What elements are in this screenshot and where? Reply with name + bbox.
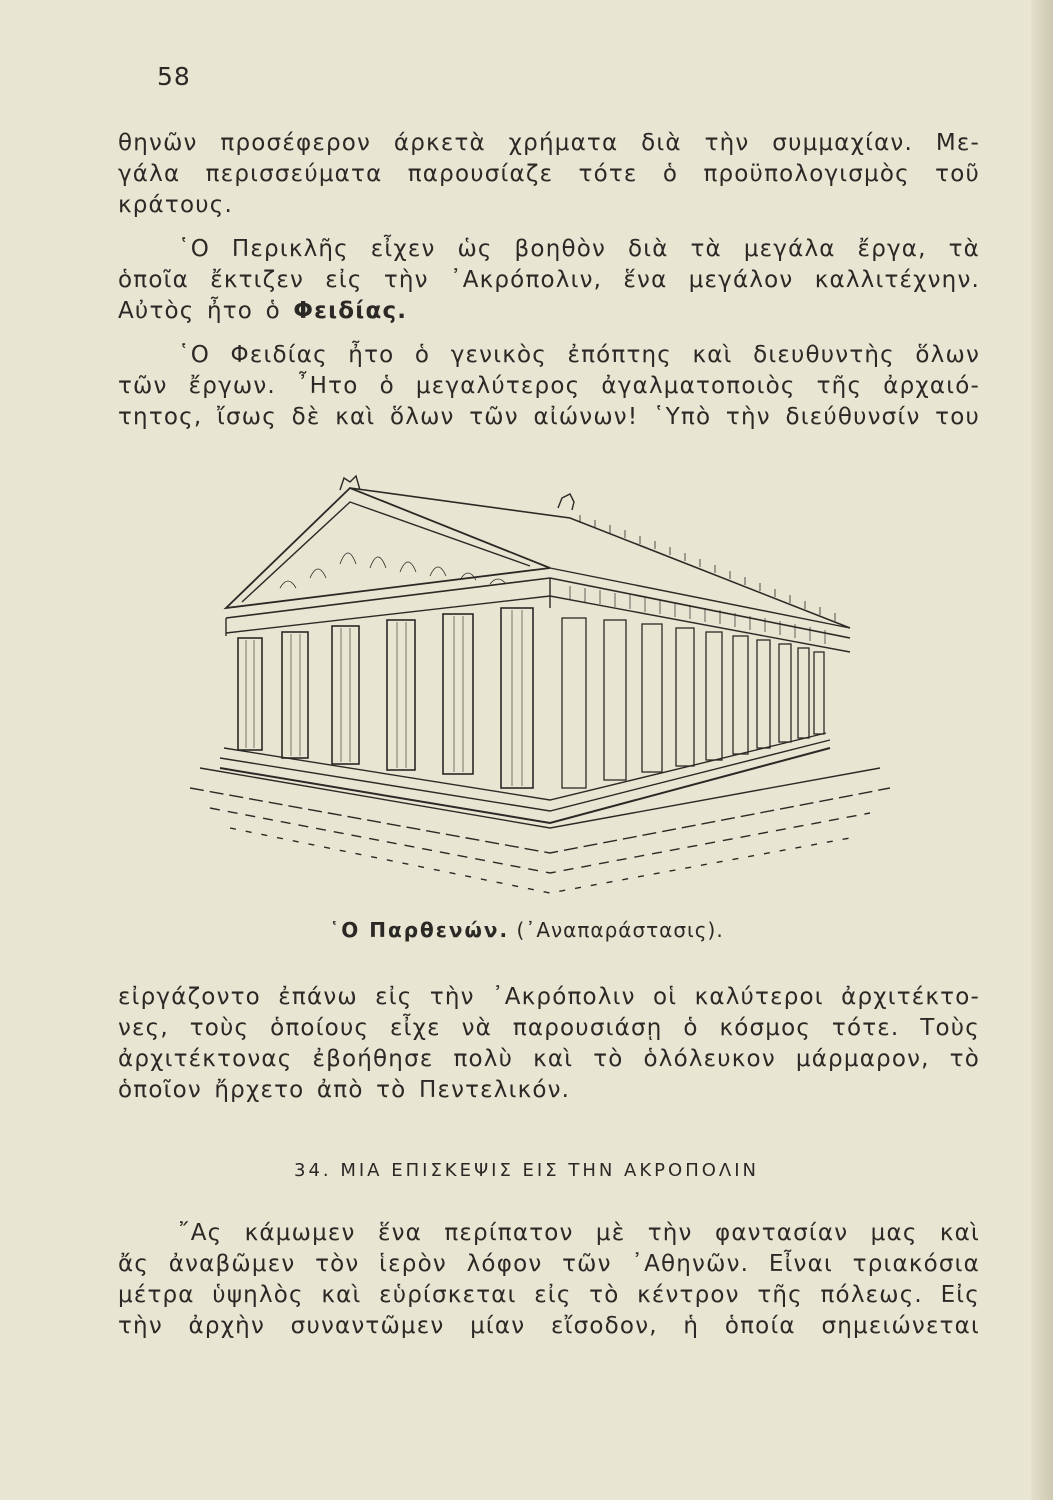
parthenon-illustration	[190, 468, 890, 908]
paragraph-5	[118, 1218, 980, 1342]
bold-name-pheidias: Φειδίας.	[293, 298, 408, 324]
text-line: τὴν ἀρχὴν συναντῶμεν μίαν εἴσοδον, ἡ ὁποία σημειώνεται	[118, 1313, 980, 1339]
text-line: γάλα περισσεύματα παρουσίαζε τότε ὁ προϋπολογισμὸς τοῦ	[118, 161, 980, 187]
text-line: ἀρχιτέκτονας ἐβοήθησε πολὺ καὶ τὸ ὁλόλευκον μάρμαρον, τὸ	[118, 1046, 980, 1072]
text-line: νες, τοὺς ὁποίους εἶχε νὰ παρουσιάσῃ ὁ κόσμος τότε. Τοὺς	[118, 1015, 980, 1041]
page-number: 58	[157, 62, 191, 91]
text-line: τῶν ἔργων. ῏Ητο ὁ μεγαλύτερος ἀγαλματοποιὸς τῆς ἀρχαιό-	[118, 373, 980, 399]
text-fragment: Αὐτὸς ἦτο ὁ	[118, 298, 281, 324]
text-line: μέτρα ὑψηλὸς καὶ εὑρίσκεται εἰς τὸ κέντρον τῆς πόλεως. Εἰς	[118, 1282, 980, 1308]
text-line: ῾Ο Περικλῆς εἶχεν ὡς βοηθὸν διὰ τὰ μεγάλα ἔργα, τὰ	[178, 236, 980, 262]
paragraph-3	[118, 340, 980, 433]
text-line	[118, 296, 980, 327]
text-line: τητος, ἴσως δὲ καὶ ὅλων τῶν αἰώνων! ῾Υπὸ τὴν διεύθυνσίν του	[118, 404, 980, 430]
text-line: κράτους.	[118, 192, 233, 218]
caption-title: ῾Ο Παρθενών.	[329, 918, 510, 942]
paragraph-4	[118, 982, 980, 1106]
text-line: θηνῶν προσέφερον άρκετὰ χρήματα διὰ τὴν συμμαχίαν. Με-	[118, 130, 980, 156]
section-heading: 34. ΜΙΑ ΕΠΙΣΚΕΨΙΣ ΕΙΣ ΤΗΝ ΑΚΡΟΠΟΛΙΝ	[294, 1160, 759, 1181]
paragraph-2	[118, 234, 980, 327]
text-line: ὁποῖον ἤρχετο ἀπὸ τὸ Πεντελικόν.	[118, 1077, 571, 1103]
text-line: εἰργάζοντο ἐπάνω εἰς τὴν ᾿Ακρόπολιν οἱ καλύτεροι ἀρχιτέκτο-	[118, 984, 980, 1010]
page-edge	[1031, 0, 1053, 1500]
figure-caption	[0, 918, 1053, 942]
caption-note: (᾿Αναπαράστασις).	[516, 918, 724, 942]
text-line: ἄς ἀναβῶμεν τὸν ἱερὸν λόφον τῶν ᾿Αθηνῶν. Εἶναι τριακόσια	[118, 1251, 980, 1277]
text-line: ὁποῖα ἔκτιζεν εἰς τὴν ᾿Ακρόπολιν, ἕνα μεγάλον καλλιτέχνην.	[118, 267, 980, 293]
paragraph-1	[118, 128, 980, 221]
text-line: ῾Ο Φειδίας ἦτο ὁ γενικὸς ἐπόπτης καὶ διευθυντὴς ὅλων	[178, 342, 980, 368]
text-line: ῎Ας κάμωμεν ἕνα περίπατον μὲ τὴν φαντασίαν μας καὶ	[178, 1220, 980, 1246]
